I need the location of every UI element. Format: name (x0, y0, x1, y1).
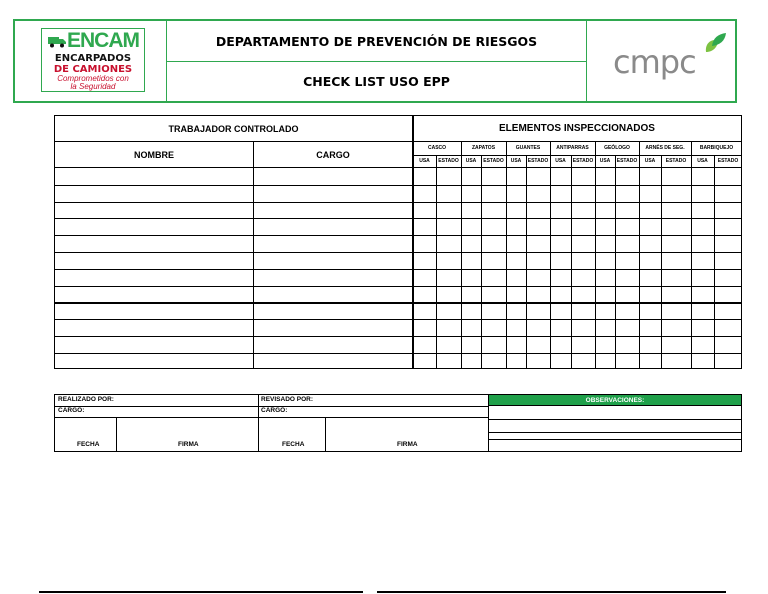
elements-section-title: ELEMENTOS INSPECCIONADOS (499, 123, 655, 134)
name-column-header: NOMBRE (134, 149, 174, 160)
row-line (55, 202, 742, 203)
worker-section-title: TRABAJADOR CONTROLADO (168, 123, 299, 134)
done-by-label: REALIZADO POR: (58, 396, 114, 403)
encam-line-2: ENCARPADOS (54, 53, 132, 64)
done-by-role-label: CARGO: (58, 407, 85, 414)
row-line (55, 269, 742, 270)
element-column-line (595, 141, 596, 368)
estado-subheader: ESTADO (438, 158, 459, 164)
element-header: BARBIQUEJO (699, 145, 734, 151)
document-header (13, 19, 737, 103)
element-header: ARNÉS DE SEG. (645, 145, 685, 151)
row-line (55, 353, 742, 354)
footer-rule-left (39, 591, 363, 593)
reviewed-by-role-label: CARGO: (261, 407, 288, 414)
usa-subheader: USA (510, 158, 522, 164)
estado-subheader: ESTADO (572, 158, 594, 164)
row-line (55, 302, 742, 303)
name-role-divider (253, 141, 254, 368)
leaf-icon (703, 32, 727, 54)
encam-tagline-2: la Seguridad (70, 82, 116, 91)
usa-subheader: USA (697, 158, 708, 164)
usa-subheader: USA (419, 158, 430, 164)
usa-subheader: USA (599, 158, 611, 164)
element-header: GEÓLOGO (604, 145, 630, 151)
row-line (55, 218, 742, 219)
reviewed-by-signature-label: FIRMA (397, 441, 418, 448)
header-rule (412, 141, 742, 142)
encam-tagline-1: Comprometidos con (57, 74, 129, 83)
cmpc-logo-text: cmpc (613, 43, 696, 81)
header-titles (167, 21, 587, 101)
usa-subheader: USA (644, 158, 656, 164)
element-header: ANTIPARRAS (556, 145, 589, 151)
done-by-date-label: FECHA (77, 441, 100, 448)
footer-rule-right (377, 591, 726, 593)
header-rule (55, 141, 412, 142)
row-line (55, 286, 742, 287)
element-column-line (506, 141, 507, 368)
row-line (55, 235, 742, 236)
estado-subheader: ESTADO (616, 158, 638, 164)
row-line (55, 336, 742, 337)
encam-line-3: DE CAMIONES (53, 64, 133, 75)
encam-brand-text: ENCAM (67, 29, 139, 52)
reviewed-by-label: REVISADO POR: (261, 396, 314, 403)
encam-logo (41, 28, 145, 92)
reviewed-by-date-label: FECHA (282, 441, 305, 448)
usa-subheader: USA (465, 158, 477, 164)
estado-subheader: ESTADO (665, 158, 687, 164)
subheader-rule (412, 155, 742, 156)
document-title: CHECK LIST USO EPP (303, 74, 450, 89)
element-column-line (550, 141, 551, 368)
department-title: DEPARTAMENTO DE PREVENCIÓN DE RIESGOS (167, 21, 586, 62)
element-column-line (461, 141, 462, 368)
estado-subheader: ESTADO (527, 158, 549, 164)
element-column-line (691, 141, 692, 368)
usa-subheader: USA (555, 158, 566, 164)
row-line (55, 185, 742, 186)
header-bottom-rule (55, 167, 742, 168)
signature-table (54, 394, 742, 452)
element-header: ZAPATOS (471, 145, 496, 151)
role-column-header: CARGO (316, 149, 350, 160)
section-divider (412, 116, 414, 368)
row-line (55, 319, 742, 320)
element-header: GUANTES (515, 145, 541, 151)
element-header: CASCO (427, 145, 447, 151)
truck-icon (47, 34, 67, 48)
encam-logo-cell (15, 21, 167, 101)
done-by-signature-label: FIRMA (178, 441, 199, 448)
inspection-table (54, 115, 742, 369)
observations-header: OBSERVACIONES: (489, 395, 741, 405)
cmpc-logo-cell (587, 21, 737, 101)
element-column-line (639, 141, 640, 368)
estado-subheader: ESTADO (483, 158, 504, 164)
row-line (55, 252, 742, 253)
estado-subheader: ESTADO (717, 158, 739, 164)
